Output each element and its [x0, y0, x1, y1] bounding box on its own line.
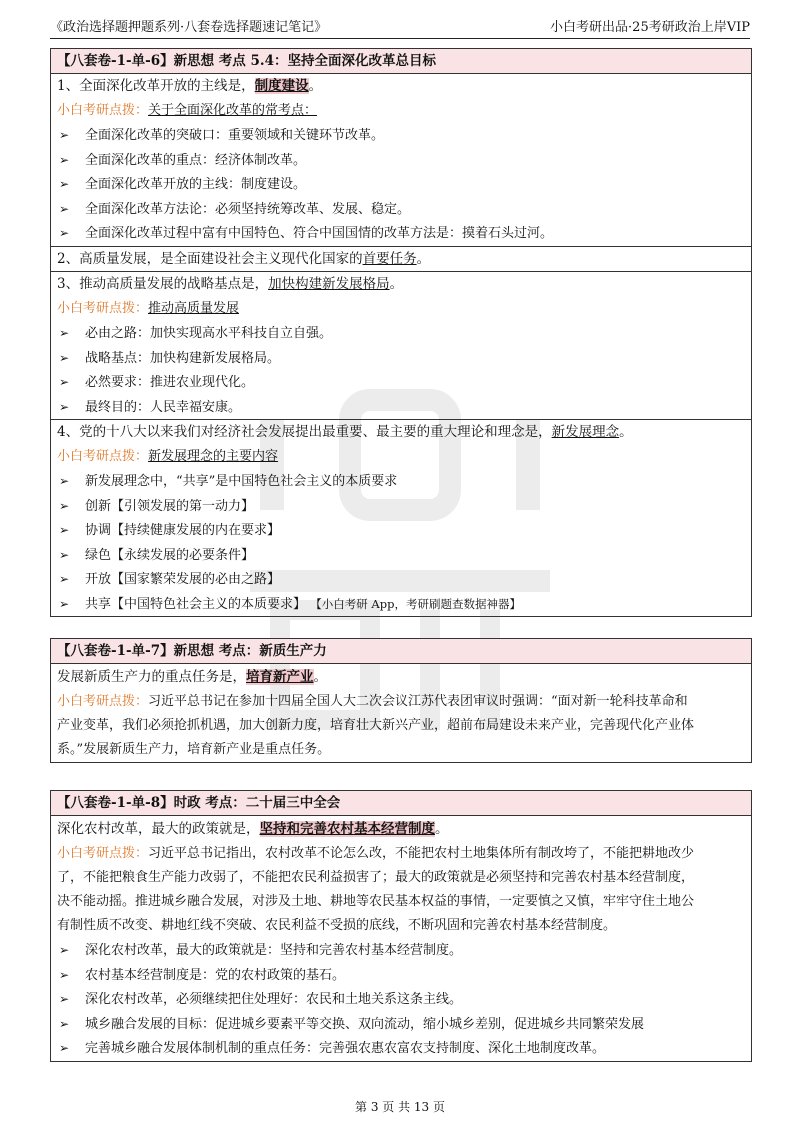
bullet-text: 全面深化改革开放的主线：制度建设。	[85, 177, 307, 192]
box2-q-text: 发展新质生产力的重点任务是，	[57, 669, 246, 685]
box3-title: 【八套卷-1-单-8】时政 考点：二十届三中全会	[51, 791, 751, 816]
tip-label: 小白考研点拨：	[57, 694, 149, 709]
tip-line: 产业变革，我们必须抢抓机遇，加大创新力度，培育壮大新兴产业，超前布局建设未来产业，完善现代化产业体	[57, 718, 695, 733]
bullet-text: 必然要求：推进农业现代化。	[85, 375, 255, 390]
arrow-bullet-icon: ➢	[59, 399, 70, 414]
q3-tip-text: 推动高质量发展	[148, 300, 240, 316]
bullet-text: 绿色【永续发展的必要条件】	[85, 547, 255, 563]
q2-answer: 首要任务	[362, 250, 417, 267]
bullet-item	[51, 221, 751, 246]
bullet-item	[51, 321, 751, 346]
q4-section	[51, 420, 751, 616]
bullet-text: 协调【持续健康发展的内在要求】	[85, 523, 281, 538]
question-box-2	[50, 638, 752, 763]
tip-line: 决不能动摇。推进城乡融合发展，对涉及土地、耕地等农民基本权益的事情，一定要慎之又慎，牢牢守住土地公	[57, 894, 695, 909]
q1-line	[51, 74, 751, 99]
q2-line	[51, 247, 751, 272]
header-rule	[50, 38, 750, 39]
tip-line-text: 习近平总书记在参加十四届全国人大二次会议江苏代表团审议时强调：“面对新一轮科技革命和	[148, 694, 688, 709]
bullet-text: 农村基本经营制度是：党的农村政策的基石。	[85, 967, 346, 983]
bullet-item	[51, 469, 751, 494]
bullet-item	[51, 148, 751, 173]
tip-label: 小白考研点拨：	[57, 448, 149, 464]
bullet-text: 完善城乡融合发展体制机制的重点任务：完善强农惠农富农支持制度、深化土地制度改革。	[85, 1041, 606, 1056]
tip-line-text: 习近平总书记指出，农村改革不论怎么改，不能把农村土地集体所有制改垮了，不能把耕地改少	[148, 846, 695, 861]
arrow-bullet-icon: ➢	[59, 177, 70, 191]
box2-answer: 培育新产业	[246, 669, 314, 685]
arrow-bullet-icon: ➢	[59, 128, 70, 142]
arrow-bullet-icon: ➢	[59, 992, 70, 1006]
q3-line	[51, 272, 751, 297]
q1-tip-line	[51, 99, 751, 124]
bullet-text: 全面深化改革的重点：经济体制改革。	[85, 152, 307, 168]
box3-question	[51, 816, 751, 842]
bullet-item	[51, 938, 751, 963]
bullet-item	[51, 567, 751, 592]
bullet-text: 全面深化改革过程中富有中国特色、符合中国国情的改革方法是：摸着石头过河。	[85, 226, 554, 241]
q4-text: 4、党的十八大以来我们对经济社会发展提出最重要、最主要的重大理论和理念是，	[57, 424, 552, 440]
tip-label: 小白考研点拨：	[57, 846, 149, 861]
bullet-item	[51, 1036, 751, 1061]
arrow-bullet-icon: ➢	[59, 523, 70, 537]
bullet-item	[51, 518, 751, 543]
question-box-1	[50, 48, 752, 617]
bullet-text: 战略基点：加快构建新发展格局。	[85, 350, 281, 366]
bullet-item	[51, 370, 751, 395]
promo-text: 【小白考研 App，考研刷题查数据神器】	[316, 596, 521, 611]
arrow-bullet-icon: ➢	[59, 350, 70, 365]
bullet-text: 新发展理念中，“共享”是中国特色社会主义的本质要求	[85, 474, 398, 489]
arrow-bullet-icon: ➢	[59, 201, 70, 216]
bullet-item	[51, 172, 751, 197]
bullet-text: 创新【引领发展的第一动力】	[85, 498, 255, 514]
bullet-text: 最终目的：人民幸福安康。	[85, 399, 242, 415]
q1-tip-text: 关于全面深化改革的常考点：	[148, 102, 318, 118]
header-right-title: 小白考研出品·25考研政治上岸VIP	[550, 20, 750, 35]
q4-line	[51, 420, 751, 445]
box3-q-tail: 。	[435, 821, 449, 837]
tip-line: 系。”发展新质生产力，培育新产业是重点任务。	[57, 742, 331, 757]
bullet-text: 全面深化改革方法论：必须坚持统筹改革、发展、稳定。	[85, 201, 411, 217]
q3-answer: 加快构建新发展格局	[268, 276, 390, 292]
box2-question	[51, 664, 751, 690]
q2-tail: 。	[416, 250, 431, 267]
bullet-item	[51, 197, 751, 222]
box2-q-tail: 。	[313, 669, 327, 685]
q4-tip-line	[51, 445, 751, 470]
box3-tip	[51, 842, 751, 938]
bullet-text: 必由之路：加快实现高水平科技自立自强。	[85, 326, 333, 341]
arrow-bullet-icon: ➢	[59, 547, 70, 562]
arrow-bullet-icon: ➢	[59, 375, 70, 389]
bullet-item	[51, 592, 751, 617]
bullet-text: 共享【中国特色社会主义的本质要求】	[85, 596, 307, 612]
arrow-bullet-icon: ➢	[59, 326, 70, 340]
tip-line	[57, 690, 745, 714]
tip-line: 有制性质不改变、耕地红线不突破、农民利益不受损的底线，不断巩固和完善农村基本经营制度。	[57, 918, 617, 933]
bullet-item	[51, 963, 751, 988]
bullet-item	[51, 543, 751, 568]
bullet-item	[51, 395, 751, 420]
bullet-item	[51, 1012, 751, 1037]
tip-line: 了，不能把粮食生产能力改弱了，不能把农民利益损害了；最大的政策就是必须坚持和完善农村基本经营制度，	[57, 870, 695, 885]
q1-tail: 。	[308, 78, 323, 94]
bullet-text: 开放【国家繁荣发展的必由之路】	[85, 572, 281, 587]
q4-tail: 。	[619, 424, 633, 440]
arrow-bullet-icon: ➢	[59, 1041, 70, 1055]
arrow-bullet-icon: ➢	[59, 1016, 70, 1031]
arrow-bullet-icon: ➢	[59, 152, 70, 167]
bullet-text: 深化农村改革，必须继续把住处理好：农民和土地关系这条主线。	[85, 992, 463, 1007]
box3-q-text: 深化农村改革，最大的政策就是，	[57, 821, 260, 837]
q1-text: 1、全面深化改革开放的主线是，	[57, 78, 255, 94]
tip-line	[57, 842, 745, 866]
bullet-item	[51, 494, 751, 519]
bullet-text: 城乡融合发展的目标：促进城乡要素平等交换、双向流动，缩小城乡差别，促进城乡共同繁荣发展	[85, 1016, 645, 1032]
arrow-bullet-icon: ➢	[59, 596, 70, 611]
arrow-bullet-icon: ➢	[59, 498, 70, 513]
q1-answer: 制度建设	[254, 78, 309, 94]
q3-text: 3、推动高质量发展的战略基点是，	[57, 276, 269, 292]
page-number: 第 3 页 共 13 页	[355, 1100, 445, 1114]
bullet-item	[51, 987, 751, 1012]
arrow-bullet-icon: ➢	[59, 226, 70, 240]
q4-answer: 新发展理念	[551, 424, 620, 440]
arrow-bullet-icon: ➢	[59, 572, 70, 586]
question-box-3	[50, 790, 752, 1062]
bullet-item	[51, 346, 751, 371]
q3-section	[51, 272, 751, 420]
box2-title: 【八套卷-1-单-7】新思想 考点：新质生产力	[51, 639, 751, 664]
bullet-text: 深化农村改革，最大的政策就是：坚持和完善农村基本经营制度。	[85, 943, 463, 958]
arrow-bullet-icon: ➢	[59, 967, 70, 982]
q1-section	[51, 74, 751, 247]
arrow-bullet-icon: ➢	[59, 474, 70, 488]
q2-text: 2、高质量发展，是全面建设社会主义现代化国家的	[57, 250, 363, 267]
bullet-text: 全面深化改革的突破口：重要领域和关键环节改革。	[85, 128, 385, 143]
header-left-title: 《政治选择题押题系列·八套卷选择题速记笔记》	[50, 20, 328, 35]
q3-tip-line	[51, 297, 751, 322]
box3-answer: 坚持和完善农村基本经营制度	[259, 821, 435, 837]
page-header	[50, 16, 750, 38]
box2-tip	[51, 690, 751, 762]
arrow-bullet-icon: ➢	[59, 943, 70, 957]
tip-label: 小白考研点拨：	[57, 102, 149, 118]
q3-tail: 。	[389, 276, 404, 292]
tip-label: 小白考研点拨：	[57, 300, 149, 316]
q4-tip-text: 新发展理念的主要内容	[148, 448, 279, 464]
q2-section	[51, 247, 751, 273]
box1-title: 【八套卷-1-单-6】新思想 考点 5.4：坚持全面深化改革总目标	[51, 49, 751, 74]
bullet-item	[51, 123, 751, 148]
